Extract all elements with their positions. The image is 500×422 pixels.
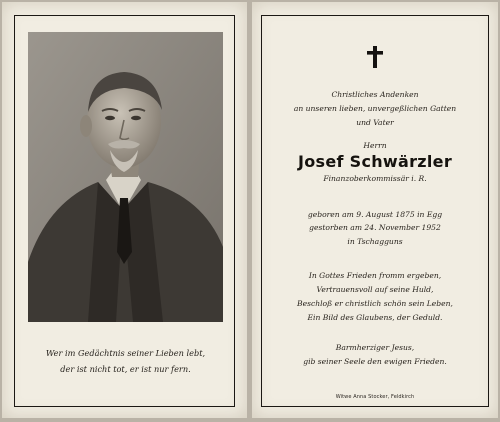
memorial-card-front <box>2 2 247 418</box>
deceased-title: Finanzoberkommissär i. R. <box>323 174 427 183</box>
death-line: gestorben am 24. November 1952 <box>309 223 441 232</box>
printer-imprint: Witwe Anna Stocker, Feldkirch <box>335 394 415 400</box>
deceased-name: Josef Schwärzler <box>297 152 453 171</box>
memorial-verse <box>16 345 235 377</box>
salutation: Herrn <box>363 141 387 150</box>
verse-line: Wer im Gedächtnis seiner Lieben lebt, <box>45 348 206 358</box>
poem-line: Ein Bild des Glaubens, der Geduld. <box>307 313 443 322</box>
intro-line: und Vater <box>356 118 394 127</box>
portrait-photo <box>28 32 223 322</box>
prayer-line: gib seiner Seele den ewigen Frieden. <box>303 357 447 366</box>
memorial-card-text <box>252 2 498 418</box>
latin-cross-icon <box>262 46 488 68</box>
poem-line: Vertrauensvoll auf seine Huld, <box>316 285 434 294</box>
intro-line: Christliches Andenken <box>331 90 419 99</box>
poem-line: In Gottes Frieden fromm ergeben, <box>308 271 442 280</box>
intro-line: an unseren lieben, unvergeßlichen Gatten <box>293 104 457 113</box>
poem-line: Beschloß er christlich schön sein Leben, <box>297 299 453 308</box>
prayer-line: Barmherziger Jesus, <box>335 343 415 352</box>
death-place: in Tschagguns <box>347 237 403 246</box>
verse-line: der ist nicht tot, er ist nur fern. <box>60 364 191 374</box>
birth-line: geboren am 9. August 1875 in Egg <box>307 210 443 219</box>
